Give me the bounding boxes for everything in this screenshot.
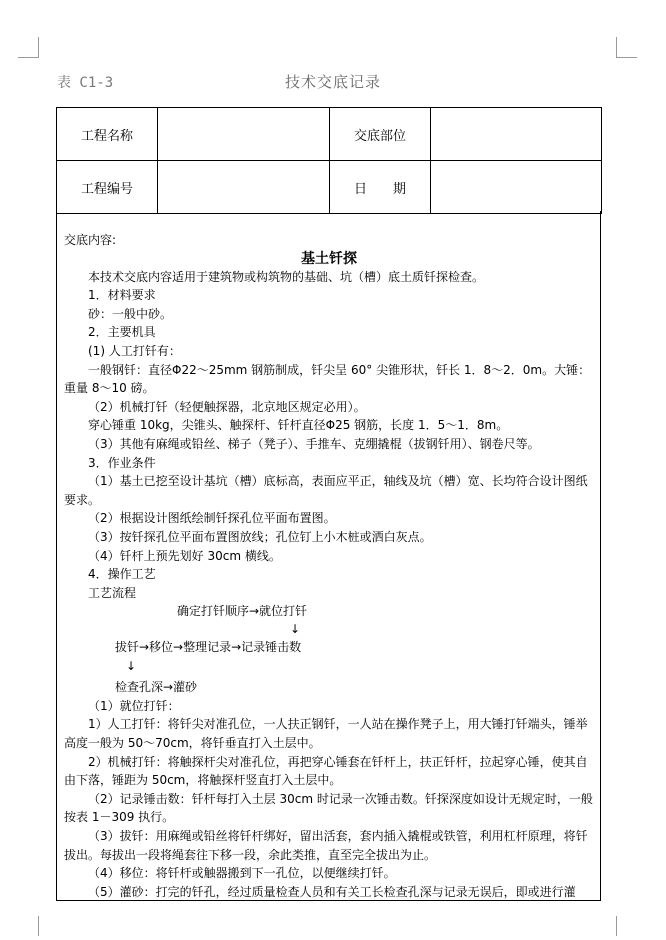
flow-row-1: 确定打钎顺序→就位打钎 xyxy=(177,604,308,619)
content-line: 一般钢钎：直径Φ22～25mm 钢筋制成，钎尖呈 60° 尖锥形状，钎长 1．8～2．0m。大锤：重量 8～10 磅。 xyxy=(64,362,591,396)
content-line: （2）记录锤击数：钎杆每打入土层 30cm 时记录一次锤击数。钎探深度如设计无规定时，一般按表 1－309 执行。 xyxy=(64,791,593,825)
content-line: 本技术交底内容适用于建筑物或构筑物的基础、坑（槽）底土质钎探检查。 xyxy=(88,269,485,284)
form-number: 表 C1-3 xyxy=(57,75,114,91)
flow-arrow-down-icon: ↓ xyxy=(126,659,137,674)
content-line: （1）就位打钎： xyxy=(88,698,180,713)
project-no-label: 工程编号 xyxy=(57,161,158,214)
project-name-label: 工程名称 xyxy=(57,108,158,161)
header-table xyxy=(56,107,602,214)
disclosure-part-label: 交底部位 xyxy=(330,108,431,161)
header-row-2 xyxy=(57,161,602,214)
content-label: 交底内容: xyxy=(64,233,117,247)
flow-row-2: 拔钎→移位→整理记录→记录锤击数 xyxy=(115,640,302,655)
content-line: 穿心锤重 10kg，尖锥头、触探杆、钎杆直径Φ25 钢筋，长度 1．5～1．8m。 xyxy=(88,418,509,433)
content-line: （4）钎杆上预先划好 30cm 横线。 xyxy=(88,548,281,563)
project-no-field[interactable] xyxy=(158,161,330,214)
content-line: （4）移位：将钎杆或触器搬到下一孔位，以便继续打钎。 xyxy=(88,866,396,881)
flow-arrow-down-icon: ↓ xyxy=(290,622,301,637)
content-line: 工艺流程 xyxy=(88,585,137,600)
header-row-1 xyxy=(57,108,602,161)
project-name-field[interactable] xyxy=(158,108,330,161)
disclosure-part-field[interactable] xyxy=(431,108,602,161)
date-field[interactable] xyxy=(431,161,602,214)
disclosure-content xyxy=(56,211,601,901)
form-title: 技术交底记录 xyxy=(284,73,381,91)
content-line: （3）拔钎：用麻绳或铅丝将钎杆绑好，留出活套，套内插入撬棍或铁管，利用杠杆原理，将钎拔出。每拔出一段将绳套往下移一段，余此类推，直至完全拔出为止。 xyxy=(64,829,588,862)
content-line: （2）机械打钎（轻便触探器，北京地区规定必用）。 xyxy=(88,399,366,414)
content-line: 2）机械打钎：将触探杆尖对准孔位，再把穿心锤套在钎杆上，扶正钎杆，拉起穿心锤，使其自由下落，锤距为 50cm，将触探杆竖直打入土层中。 xyxy=(64,754,588,788)
content-subject: 基土钎探 xyxy=(301,250,357,267)
content-line: 砂：一般中砂。 xyxy=(88,306,173,321)
content-line: 1）人工打钎：将钎尖对准孔位，一人扶正钢钎，一人站在操作凳子上，用大锤打钎端头，锤举高度一般为 50～70cm，将钎垂直打入土层中。 xyxy=(64,717,588,751)
crop-mark-top-left xyxy=(18,37,39,58)
date-label: 日 期 xyxy=(330,161,431,214)
content-line: 4．操作工艺 xyxy=(88,567,156,582)
content-line: （3）按钎探孔位平面布置图放线；孔位钉上小木桩或洒白灰点。 xyxy=(88,529,432,544)
content-line: （1）基土已挖至设计基坑（槽）底标高，表面应平正，轴线及坑（槽）宽、长均符合设计图纸要求。 xyxy=(64,474,588,507)
content-line: 1．材料要求 xyxy=(88,288,156,303)
content-line: （2）根据设计图纸绘制钎探孔位平面布置图。 xyxy=(88,511,336,526)
content-line: (1) 人工打钎有： xyxy=(88,343,181,358)
flow-row-3: 检查孔深→灌砂 xyxy=(115,680,198,695)
content-line: （5）灌砂：打完的钎孔，经过质量检查人员和有关工长检查孔深与记录无误后，即或进行灌 xyxy=(88,884,576,899)
process-flow-diagram xyxy=(64,602,594,678)
content-line: （3）其他有麻绳或铅丝、梯子（凳子）、手推车、克绷撬棍（拔钢钎用）、钢卷尺等。 xyxy=(88,436,540,451)
content-line: 2．主要机具 xyxy=(88,325,156,340)
crop-mark-top-right xyxy=(616,37,637,58)
crop-mark-bottom-left xyxy=(18,916,39,936)
content-line: 3．作业条件 xyxy=(88,455,156,470)
crop-mark-bottom-right xyxy=(616,916,637,936)
